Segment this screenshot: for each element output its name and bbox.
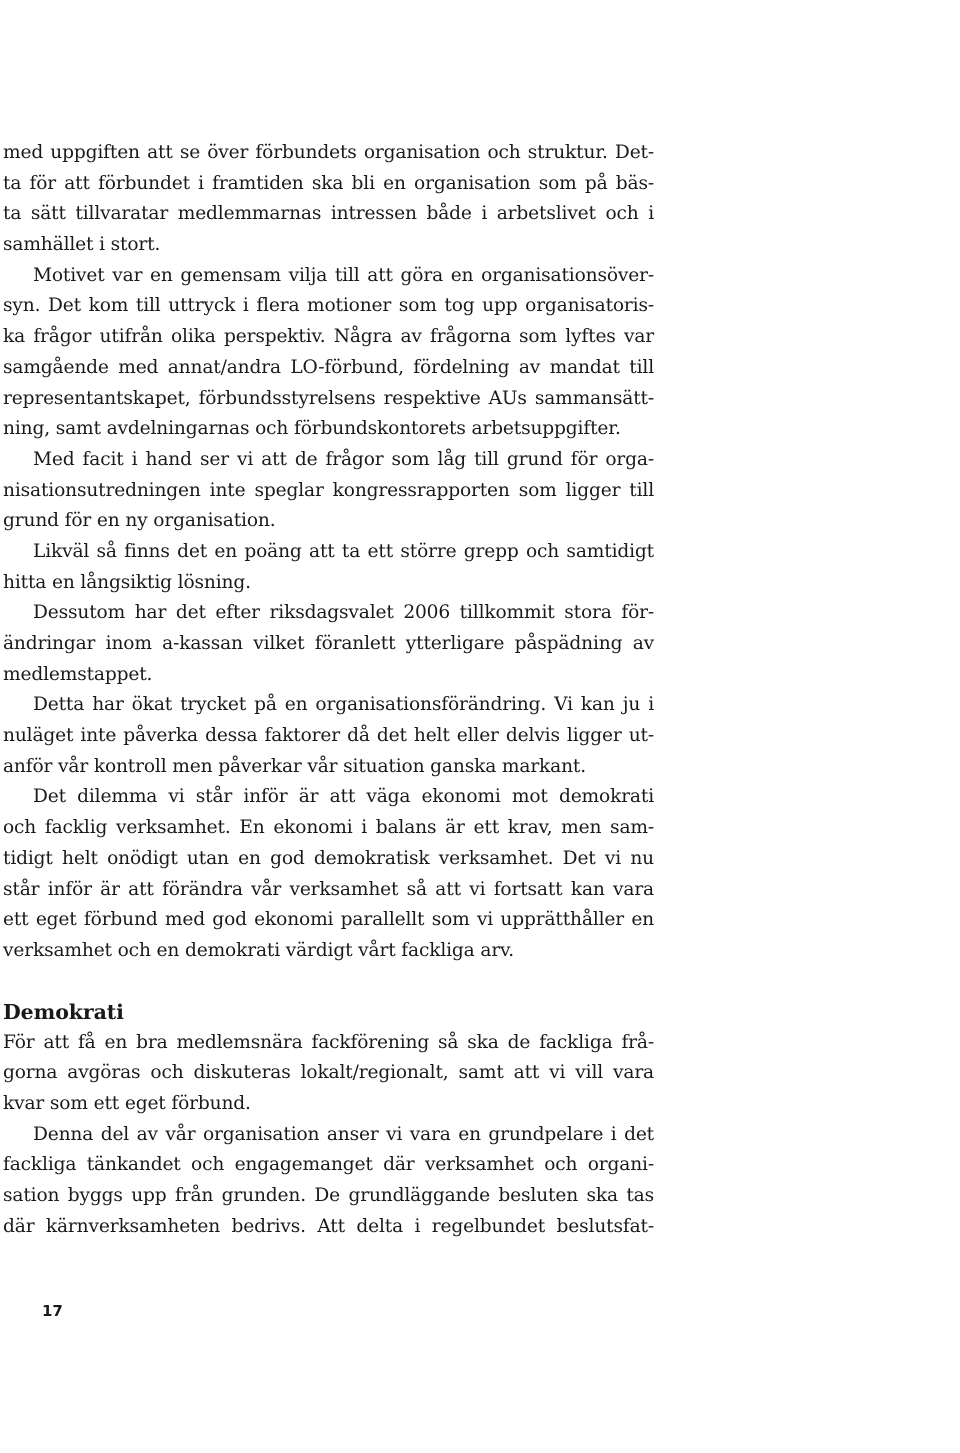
body-text (3, 138, 654, 1242)
text-line: Med facit i hand ser vi att de frågor som låg till grund för orga- (33, 448, 654, 470)
text-line: ta för att förbundet i framtiden ska bli en organisation som på bäs- (3, 172, 654, 194)
text-line: För att få en bra medlemsnära fackförening så ska de fackliga frå- (3, 1031, 654, 1053)
paragraph (3, 537, 654, 598)
paragraph (3, 598, 654, 690)
paragraph (3, 1028, 654, 1120)
text-line: syn. Det kom till uttryck i flera motioner som tog upp organisatoris- (3, 295, 654, 317)
text-line: ändringar inom a-kassan vilket föranlett ytterligare påspädning av (3, 633, 654, 654)
text-line: Dessutom har det efter riksdagsvalet 2006 tillkommit stora för- (33, 602, 654, 624)
text-line: fackliga tänkandet och engagemanget där verksamhet och organi- (3, 1154, 654, 1176)
text-line: Motivet var en gemensam vilja till att göra en organisationsöver- (33, 264, 654, 286)
paragraph (3, 1120, 654, 1243)
text-line: verksamhet och en demokrati värdigt vårt fackliga arv. (3, 939, 514, 961)
text-line: representantskapet, förbundsstyrelsens respektive AUs sammansätt- (3, 387, 654, 409)
text-line: kvar som ett eget förbund. (3, 1092, 251, 1114)
text-line: Detta har ökat trycket på en organisationsförändring. Vi kan ju i (33, 694, 654, 716)
text-line: Likväl så finns det en poäng att ta ett större grepp och samtidigt (33, 540, 654, 562)
text-line: hitta en långsiktig lösning. (3, 571, 251, 593)
text-line: medlemstappet. (3, 663, 153, 685)
text-line: och facklig verksamhet. En ekonomi i balans är ett krav, men sam- (3, 817, 654, 839)
text-line: ta sätt tillvaratar medlemmarnas intressen både i arbetslivet och i (3, 203, 654, 225)
text-line: grund för en ny organisation. (3, 510, 276, 532)
section-spacer (3, 967, 654, 997)
text-line: gorna avgöras och diskuteras lokalt/regionalt, samt att vi vill vara (3, 1062, 654, 1084)
text-line: nuläget inte påverka dessa faktorer då det helt eller delvis ligger ut- (3, 725, 654, 747)
paragraph (3, 261, 654, 445)
paragraph (3, 138, 654, 261)
text-line: Det dilemma vi står inför är att väga ekonomi mot demokrati (33, 786, 654, 808)
text-line: med uppgiften att se över förbundets organisation och struktur. Det- (3, 142, 654, 163)
text-line: ning, samt avdelningarnas och förbundskontorets arbetsuppgifter. (3, 418, 621, 440)
text-line: nisationsutredningen inte speglar kongressrapporten som ligger till (3, 479, 654, 501)
page-number: 17 (42, 1302, 63, 1320)
text-line: ett eget förbund med god ekonomi parallellt som vi upprätthåller en (3, 909, 654, 931)
text-line: står inför är att förändra vår verksamhet så att vi fortsatt kan vara (3, 878, 654, 900)
text-line: samhället i stort. (3, 234, 161, 256)
text-line: där kärnverksamheten bedrivs. Att delta i regelbundet beslutsfat- (3, 1215, 654, 1237)
paragraph (3, 782, 654, 966)
text-line: samgående med annat/andra LO-förbund, fördelning av mandat till (3, 356, 654, 378)
text-line: anför vår kontroll men påverkar vår situation ganska markant. (3, 755, 587, 777)
paragraph (3, 690, 654, 782)
text-line: sation byggs upp från grunden. De grundläggande besluten ska tas (3, 1185, 654, 1206)
section-heading: Demokrati (3, 999, 124, 1024)
text-line: ka frågor utifrån olika perspektiv. Några av frågorna som lyftes var (3, 326, 654, 348)
text-line: Denna del av vår organisation anser vi vara en grundpelare i det (33, 1123, 654, 1145)
paragraph (3, 445, 654, 537)
text-line: tidigt helt onödigt utan en god demokratisk verksamhet. Det vi nu (3, 847, 654, 869)
